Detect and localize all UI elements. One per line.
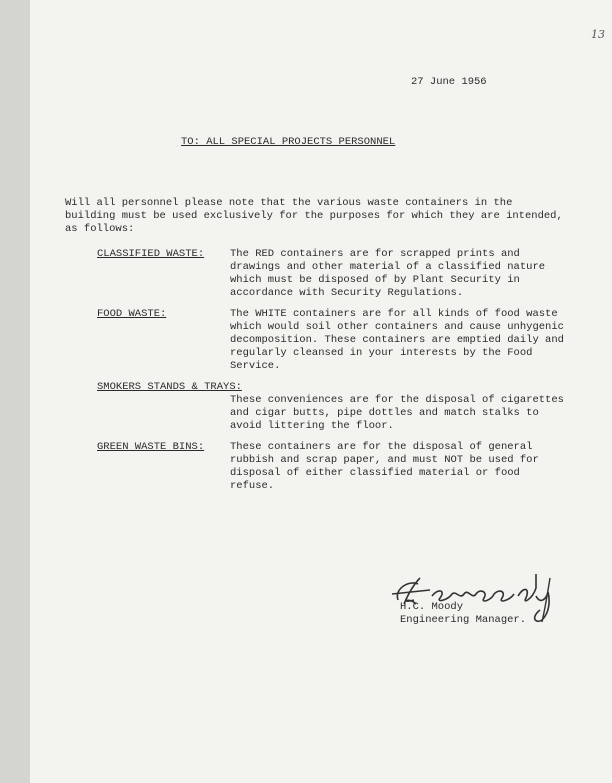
section-label: CLASSIFIED WASTE: (97, 248, 205, 260)
section-line: decomposition. These containers are emptied daily and (230, 334, 564, 346)
section-line: The RED containers are for scrapped prints and (230, 248, 520, 260)
section-line: drawings and other material of a classified nature (230, 261, 546, 273)
section-line: These conveniences are for the disposal of cigarettes (230, 394, 564, 406)
section-label: SMOKERS STANDS & TRAYS: (97, 381, 242, 393)
scan-edge (0, 0, 30, 783)
section-line: Service. (230, 360, 281, 372)
signatory-title: Engineering Manager. (400, 614, 527, 626)
signatory-name: H.C. Moody (400, 601, 464, 613)
intro-line: building must be used exclusively for the purposes for which they are intended, (65, 210, 563, 222)
document-heading: TO: ALL SPECIAL PROJECTS PERSONNEL (181, 136, 396, 148)
section-line: and cigar butts, pipe dottles and match stalks to (230, 407, 539, 419)
page-number: 13 (591, 28, 605, 41)
document-page (30, 0, 612, 783)
section-line: regularly cleansed in your interests by the Food (230, 347, 533, 359)
section-line: refuse. (230, 480, 275, 492)
section-line: avoid littering the floor. (230, 420, 394, 432)
section-label: GREEN WASTE BINS: (97, 441, 205, 453)
section-label: FOOD WASTE: (97, 308, 167, 320)
section-line: The WHITE containers are for all kinds of food waste (230, 308, 558, 320)
section-line: disposal of either classified material or food (230, 467, 520, 479)
intro-line: Will all personnel please note that the various waste containers in the (65, 197, 513, 209)
section-line: These containers are for the disposal of general (230, 441, 533, 453)
section-line: rubbish and scrap paper, and must NOT be used for (230, 454, 539, 466)
section-line: which must be disposed of by Plant Security in (230, 274, 520, 286)
document-date: 27 June 1956 (411, 76, 487, 88)
section-line: accordance with Security Regulations. (230, 287, 464, 299)
intro-line: as follows: (65, 223, 135, 235)
section-line: which would soil other containers and cause unhygenic (230, 321, 564, 333)
